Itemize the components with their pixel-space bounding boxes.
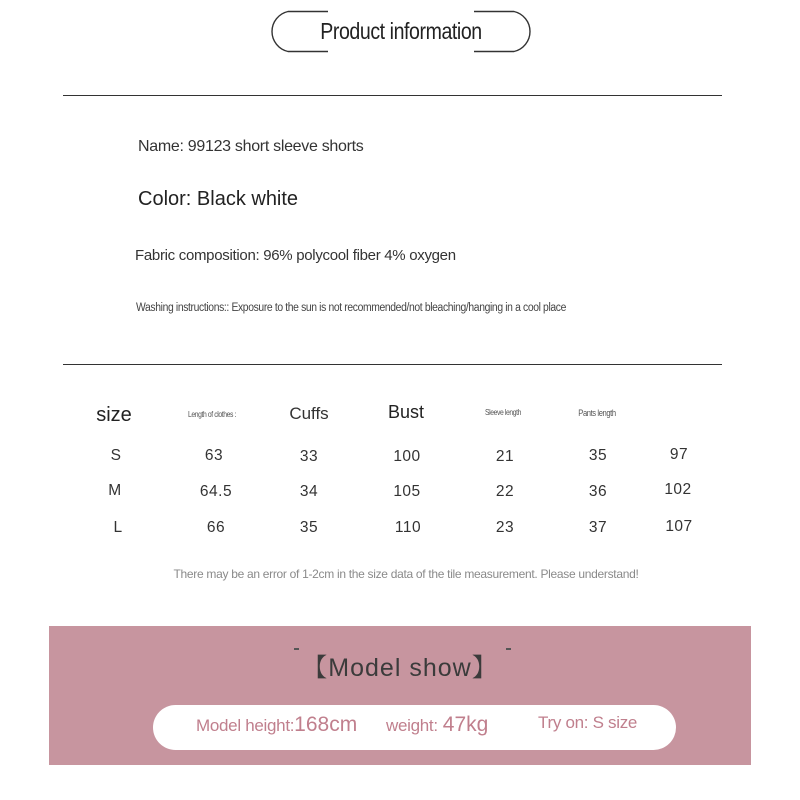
table-cell: M [108, 482, 122, 499]
table-cell: 66 [206, 519, 226, 536]
sleeve-header: Sleeve length [484, 407, 522, 417]
pants-header: Pants length [578, 408, 616, 419]
table-cell: L [113, 519, 123, 536]
table-cell: 107 [665, 518, 693, 535]
table-cell: 97 [669, 446, 689, 463]
model-height-value: 168cm [294, 713, 358, 736]
model-try-on [538, 713, 637, 743]
table-cell: 23 [495, 519, 515, 536]
table-cell: 105 [393, 483, 421, 500]
model-weight-value: 47kg [442, 713, 489, 736]
model-weight-label: weight: [386, 716, 438, 735]
model-height [196, 713, 357, 743]
table-cell: 36 [588, 483, 608, 500]
cuffs-header: Cuffs [289, 404, 329, 423]
table-cell: 35 [588, 447, 608, 464]
model-height-label: Model height: [196, 716, 295, 735]
bust-header: Bust [387, 402, 425, 422]
table-cell: 33 [299, 448, 319, 465]
washing-instructions: Washing instructions:: Exposure to the sun is not recommended/not bleaching/hanging in a cool place [136, 302, 567, 314]
model-weight [386, 713, 488, 743]
try-on-text: Try on: S size [538, 713, 638, 732]
table-cell: 34 [299, 483, 319, 500]
page-title: Product information [320, 18, 482, 44]
divider-top [63, 95, 722, 96]
table-cell: 110 [394, 519, 422, 536]
table-cell: 102 [664, 481, 692, 498]
table-cell: 35 [299, 519, 319, 536]
product-name: Name: 99123 short sleeve shorts [138, 138, 364, 155]
length-header: Length of clothes : [188, 409, 236, 419]
model-show-title: 【Model show】 [302, 654, 498, 682]
table-cell: 63 [204, 447, 224, 464]
fabric-composition: Fabric composition: 96% polycool fiber 4% oxygen [135, 247, 456, 264]
table-cell: 100 [393, 448, 421, 465]
divider-middle [63, 364, 722, 365]
table-cell: 22 [495, 483, 515, 500]
size-header: size [96, 404, 132, 426]
table-cell: 64.5 [199, 483, 233, 500]
table-cell: 21 [495, 448, 515, 465]
table-cell: S [110, 447, 122, 464]
table-cell: 37 [588, 519, 608, 536]
product-color: Color: Black white [138, 188, 299, 210]
measurement-note: There may be an error of 1-2cm in the size data of the tile measurement. Please understand! [173, 567, 639, 581]
